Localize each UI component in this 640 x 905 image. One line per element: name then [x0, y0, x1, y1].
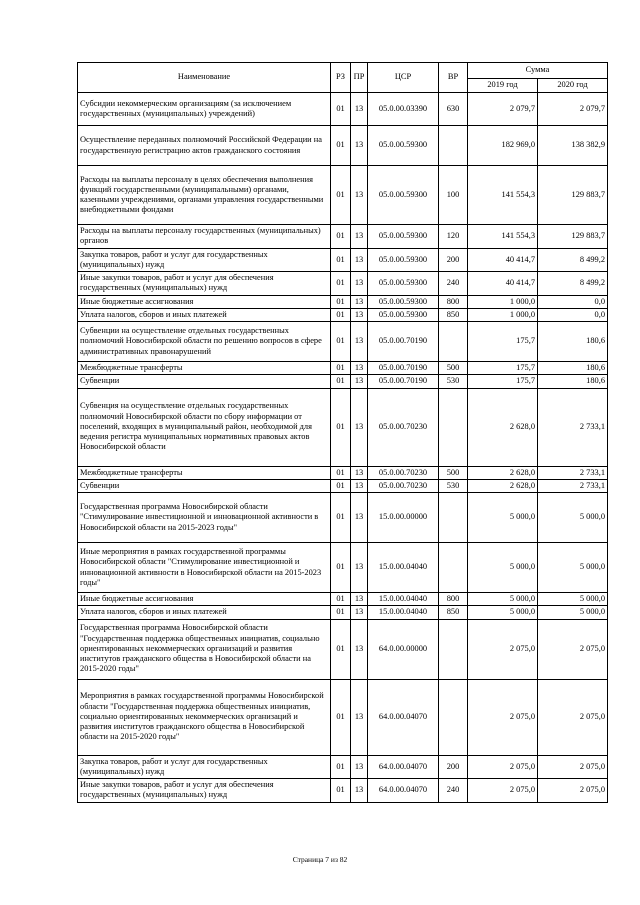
budget-table	[77, 62, 608, 803]
table-row	[78, 166, 608, 225]
table-row	[78, 619, 608, 679]
row-csr: 05.0.00.59300	[368, 295, 439, 308]
row-sum-2019: 5 000,0	[468, 493, 538, 543]
row-vr: 530	[439, 479, 468, 492]
table-row	[78, 322, 608, 362]
row-pr: 13	[351, 322, 368, 362]
row-csr: 05.0.00.03390	[368, 93, 439, 126]
row-sum-2019: 175,7	[468, 375, 538, 388]
row-pr: 13	[351, 295, 368, 308]
row-rz: 01	[331, 493, 351, 543]
row-csr: 15.0.00.00000	[368, 493, 439, 543]
row-name: Иные бюджетные ассигнования	[78, 295, 331, 308]
row-csr: 05.0.00.70190	[368, 362, 439, 375]
table-row	[78, 543, 608, 593]
row-csr: 15.0.00.04040	[368, 543, 439, 593]
row-pr: 13	[351, 126, 368, 166]
table-row	[78, 126, 608, 166]
row-sum-2019: 2 628,0	[468, 388, 538, 466]
row-name: Межбюджетные трансферты	[78, 362, 331, 375]
row-csr: 05.0.00.70190	[368, 375, 439, 388]
row-sum-2019: 2 075,0	[468, 679, 538, 755]
row-sum-2020: 5 000,0	[538, 543, 608, 593]
row-vr: 850	[439, 606, 468, 619]
row-pr: 13	[351, 375, 368, 388]
table-row	[78, 225, 608, 249]
row-rz: 01	[331, 308, 351, 321]
table-row	[78, 679, 608, 755]
table-row	[78, 375, 608, 388]
row-csr: 05.0.00.59300	[368, 166, 439, 225]
row-rz: 01	[331, 388, 351, 466]
row-sum-2019: 2 075,0	[468, 779, 538, 803]
row-name: Расходы на выплаты персоналу в целях обеспечения выполнения функций государственными (муниципальными) органами, казенными учреждениями, органами управления государственными внебюджетными фондами	[78, 166, 331, 225]
row-name: Расходы на выплаты персоналу государственных (муниципальных) органов	[78, 225, 331, 249]
row-csr: 05.0.00.59300	[368, 248, 439, 272]
header-name: Наименование	[78, 63, 331, 93]
header-csr: ЦСР	[368, 63, 439, 93]
row-sum-2020: 0,0	[538, 308, 608, 321]
row-name: Иные закупки товаров, работ и услуг для обеспечения государственных (муниципальных) нужд	[78, 272, 331, 296]
row-csr: 15.0.00.04040	[368, 593, 439, 606]
row-vr: 800	[439, 295, 468, 308]
row-vr	[439, 126, 468, 166]
row-pr: 13	[351, 93, 368, 126]
row-vr: 500	[439, 362, 468, 375]
table-row	[78, 606, 608, 619]
row-rz: 01	[331, 248, 351, 272]
row-sum-2019: 5 000,0	[468, 543, 538, 593]
row-vr	[439, 619, 468, 679]
row-name: Субвенция на осуществление отдельных государственных полномочий Новосибирской области по сбору информации от поселений, входящих в муниципальный район, необходимой для ведения регистра муниципальных нормативных правовых актов Новосибирской области	[78, 388, 331, 466]
row-vr: 200	[439, 248, 468, 272]
row-vr: 530	[439, 375, 468, 388]
table-row	[78, 755, 608, 779]
row-pr: 13	[351, 272, 368, 296]
row-csr: 15.0.00.04040	[368, 606, 439, 619]
row-sum-2020: 5 000,0	[538, 606, 608, 619]
row-csr: 05.0.00.70230	[368, 479, 439, 492]
row-pr: 13	[351, 593, 368, 606]
row-vr: 200	[439, 755, 468, 779]
row-csr: 64.0.00.00000	[368, 619, 439, 679]
row-pr: 13	[351, 308, 368, 321]
row-sum-2020: 2 075,0	[538, 679, 608, 755]
row-vr: 500	[439, 466, 468, 479]
header-vr: ВР	[439, 63, 468, 93]
header-2020: 2020 год	[538, 79, 608, 93]
row-pr: 13	[351, 466, 368, 479]
row-vr: 120	[439, 225, 468, 249]
row-sum-2020: 8 499,2	[538, 248, 608, 272]
row-rz: 01	[331, 779, 351, 803]
row-name: Субсидии некоммерческим организациям (за исключением государственных (муниципальных) учреждений)	[78, 93, 331, 126]
row-rz: 01	[331, 755, 351, 779]
row-vr: 100	[439, 166, 468, 225]
row-name: Осуществление переданных полномочий Российской Федерации на государственную регистрацию актов гражданского состояния	[78, 126, 331, 166]
row-sum-2020: 2 733,1	[538, 388, 608, 466]
row-name: Мероприятия в рамках государственной программы Новосибирской области "Государственная поддержка общественных инициатив, социально ориентированных некоммерческих организаций и развития институтов гражданского общества в Новосибирской области на 2015-2020 годы"	[78, 679, 331, 755]
row-vr	[439, 543, 468, 593]
row-rz: 01	[331, 593, 351, 606]
row-name: Закупка товаров, работ и услуг для государственных (муниципальных) нужд	[78, 755, 331, 779]
row-vr: 850	[439, 308, 468, 321]
row-sum-2020: 180,6	[538, 322, 608, 362]
row-sum-2020: 5 000,0	[538, 593, 608, 606]
row-pr: 13	[351, 679, 368, 755]
row-name: Субвенции на осуществление отдельных государственных полномочий Новосибирской области по решению вопросов в сфере административных правонарушений	[78, 322, 331, 362]
row-pr: 13	[351, 225, 368, 249]
row-rz: 01	[331, 679, 351, 755]
row-csr: 05.0.00.70230	[368, 388, 439, 466]
row-vr	[439, 388, 468, 466]
row-sum-2020: 2 079,7	[538, 93, 608, 126]
row-name: Закупка товаров, работ и услуг для государственных (муниципальных) нужд	[78, 248, 331, 272]
row-csr: 64.0.00.04070	[368, 755, 439, 779]
row-rz: 01	[331, 295, 351, 308]
row-sum-2019: 2 075,0	[468, 619, 538, 679]
table-row	[78, 388, 608, 466]
table-row	[78, 295, 608, 308]
row-sum-2020: 129 883,7	[538, 166, 608, 225]
row-name: Государственная программа Новосибирской области "Стимулирование инвестиционной и инновационной активности в Новосибирской области на 2015-2023 годы"	[78, 493, 331, 543]
row-pr: 13	[351, 248, 368, 272]
row-sum-2019: 5 000,0	[468, 593, 538, 606]
row-sum-2020: 180,6	[538, 362, 608, 375]
row-sum-2019: 2 079,7	[468, 93, 538, 126]
table-row	[78, 93, 608, 126]
row-pr: 13	[351, 619, 368, 679]
row-csr: 64.0.00.04070	[368, 679, 439, 755]
row-rz: 01	[331, 479, 351, 492]
row-csr: 05.0.00.59300	[368, 126, 439, 166]
row-sum-2019: 141 554,3	[468, 166, 538, 225]
page-number: Страница 7 из 82	[292, 855, 348, 864]
row-sum-2019: 2 628,0	[468, 466, 538, 479]
row-sum-2019: 5 000,0	[468, 606, 538, 619]
row-rz: 01	[331, 272, 351, 296]
row-sum-2020: 2 733,1	[538, 479, 608, 492]
table-row	[78, 779, 608, 803]
row-vr: 240	[439, 779, 468, 803]
row-name: Государственная программа Новосибирской области "Государственная поддержка общественных инициатив, социально ориентированных некоммерческих организаций и развития институтов гражданского общества в Новосибирской области на 2015-2020 годы"	[78, 619, 331, 679]
row-name: Субвенции	[78, 375, 331, 388]
table-row	[78, 308, 608, 321]
row-name: Уплата налогов, сборов и иных платежей	[78, 308, 331, 321]
row-rz: 01	[331, 225, 351, 249]
table-row	[78, 479, 608, 492]
header-pr: ПР	[351, 63, 368, 93]
row-csr: 05.0.00.70190	[368, 322, 439, 362]
row-rz: 01	[331, 606, 351, 619]
row-vr	[439, 679, 468, 755]
row-sum-2020: 2 075,0	[538, 779, 608, 803]
row-csr: 05.0.00.70230	[368, 466, 439, 479]
row-pr: 13	[351, 543, 368, 593]
row-rz: 01	[331, 543, 351, 593]
row-sum-2020: 8 499,2	[538, 272, 608, 296]
row-sum-2020: 138 382,9	[538, 126, 608, 166]
row-rz: 01	[331, 166, 351, 225]
row-sum-2019: 2 075,0	[468, 755, 538, 779]
row-sum-2020: 2 733,1	[538, 466, 608, 479]
row-sum-2019: 2 628,0	[468, 479, 538, 492]
row-rz: 01	[331, 619, 351, 679]
row-csr: 05.0.00.59300	[368, 308, 439, 321]
row-sum-2020: 0,0	[538, 295, 608, 308]
row-rz: 01	[331, 126, 351, 166]
row-pr: 13	[351, 479, 368, 492]
row-vr	[439, 493, 468, 543]
row-sum-2020: 2 075,0	[538, 619, 608, 679]
row-name: Субвенции	[78, 479, 331, 492]
table-row	[78, 362, 608, 375]
row-sum-2019: 40 414,7	[468, 248, 538, 272]
row-vr	[439, 322, 468, 362]
row-vr: 800	[439, 593, 468, 606]
row-sum-2019: 175,7	[468, 362, 538, 375]
header-sum: Сумма	[468, 63, 608, 79]
row-sum-2020: 2 075,0	[538, 755, 608, 779]
row-sum-2019: 175,7	[468, 322, 538, 362]
row-vr: 240	[439, 272, 468, 296]
row-sum-2020: 129 883,7	[538, 225, 608, 249]
row-sum-2019: 141 554,3	[468, 225, 538, 249]
row-vr: 630	[439, 93, 468, 126]
row-sum-2020: 5 000,0	[538, 493, 608, 543]
row-sum-2020: 180,6	[538, 375, 608, 388]
row-pr: 13	[351, 606, 368, 619]
row-name: Иные закупки товаров, работ и услуг для обеспечения государственных (муниципальных) нужд	[78, 779, 331, 803]
table-row	[78, 248, 608, 272]
row-sum-2019: 182 969,0	[468, 126, 538, 166]
table-row	[78, 493, 608, 543]
row-rz: 01	[331, 375, 351, 388]
row-name: Межбюджетные трансферты	[78, 466, 331, 479]
row-rz: 01	[331, 466, 351, 479]
row-rz: 01	[331, 322, 351, 362]
row-sum-2019: 1 000,0	[468, 295, 538, 308]
row-pr: 13	[351, 362, 368, 375]
row-pr: 13	[351, 779, 368, 803]
table-row	[78, 593, 608, 606]
row-pr: 13	[351, 755, 368, 779]
row-pr: 13	[351, 166, 368, 225]
row-name: Уплата налогов, сборов и иных платежей	[78, 606, 331, 619]
row-sum-2019: 40 414,7	[468, 272, 538, 296]
row-csr: 05.0.00.59300	[368, 272, 439, 296]
row-pr: 13	[351, 388, 368, 466]
table-body	[78, 93, 608, 803]
row-pr: 13	[351, 493, 368, 543]
header-rz: РЗ	[331, 63, 351, 93]
row-csr: 64.0.00.04070	[368, 779, 439, 803]
header-2019: 2019 год	[468, 79, 538, 93]
row-name: Иные бюджетные ассигнования	[78, 593, 331, 606]
row-rz: 01	[331, 362, 351, 375]
table-row	[78, 272, 608, 296]
row-name: Иные мероприятия в рамках государственной программы Новосибирской области "Стимулирование инвестиционной и инновационной активности в Новосибирской области на 2015-2023 годы"	[78, 543, 331, 593]
row-sum-2019: 1 000,0	[468, 308, 538, 321]
table-row	[78, 466, 608, 479]
row-csr: 05.0.00.59300	[368, 225, 439, 249]
row-rz: 01	[331, 93, 351, 126]
